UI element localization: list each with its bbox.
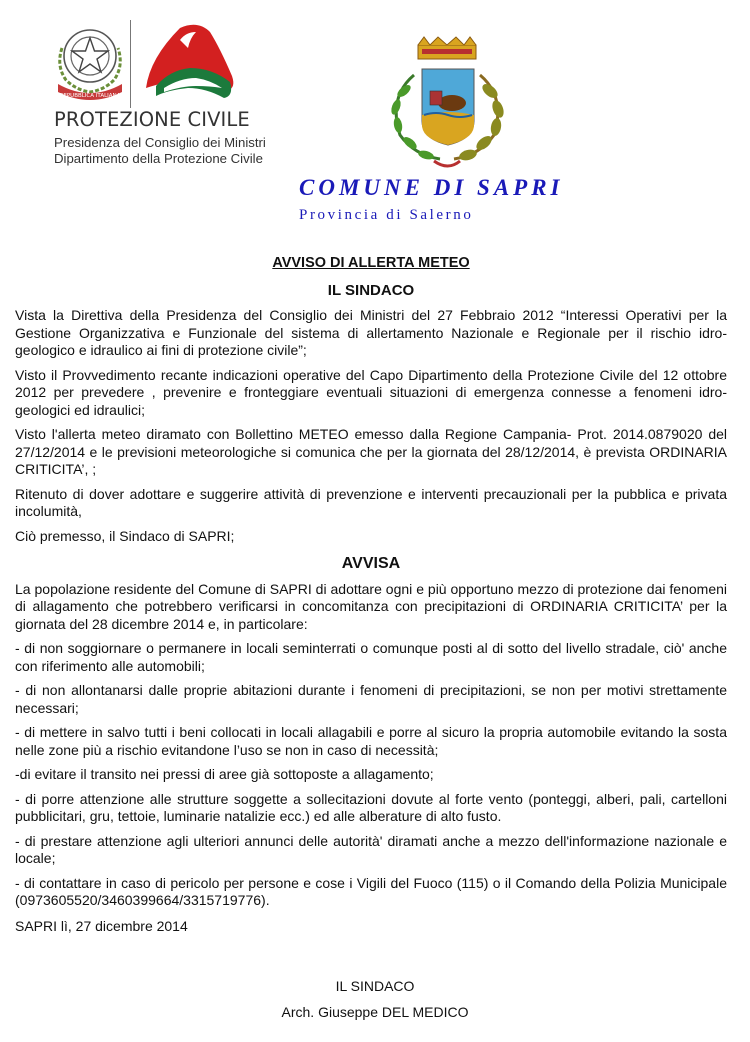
preamble-paragraph: Ritenuto di dover adottare e suggerire attività di prevenzione e interventi precauzionali per la pubblica e privata incolumità, (15, 485, 727, 519)
protezione-civile-mark-icon (140, 18, 245, 108)
notice-subtitle: IL SINDACO (327, 281, 415, 299)
comune-crest-icon (370, 35, 525, 173)
agency-line-1: Presidenza del Consiglio dei Ministri (54, 135, 266, 150)
municipality-name: COMUNE DI SAPRI (299, 175, 564, 200)
protezione-civile-logo (50, 18, 266, 168)
preamble-paragraph: Visto l'allerta meteo diramato con Bollettino METEO emesso dalla Regione Campania- Prot. 2014.0879020 del 27/12/2014 e le previsioni meteorologiche si comunica che per la giornata del 28/12/2014, è prevista ORDINARIA CRITICITA’, ; (15, 426, 727, 477)
instruction-item: - di contattare in caso di pericolo per persone e cose i Vigili del Fuoco (115) o il Comando della Polizia Municipale (0973605520/3460399664/3315719776). (15, 874, 727, 908)
svg-text:REPUBBLICA ITALIANA: REPUBBLICA ITALIANA (59, 93, 121, 99)
instruction-item: - di porre attenzione alle strutture soggette a sollecitazioni dovute al forte vento (ponteggi, alberi, pali, cartelloni pubblicitari, gru, tettoie, luminarie natalizie ecc.) ed alle alberature di alto fusto. (15, 790, 727, 824)
signature-title: IL SINDACO (335, 978, 415, 994)
preamble-paragraph: Visto il Provvedimento recante indicazioni operative del Capo Dipartimento della Protezione Civile del 12 ottobre 2012 per prevedere , prevenire e fronteggiare eventuali situazioni di emergenza connesse a fenomeni idro-geologici ed idraulici; (15, 366, 727, 418)
avvisa-heading: AVVISA (341, 555, 401, 572)
logo-divider (130, 20, 131, 108)
intro-paragraph: La popolazione residente del Comune di SAPRI di adottare ogni e più opportuno mezzo di protezione dai fenomeni di allagamento che potrebbero verificarsi in concomitanza con precipitazioni di ORDINARIA CRITICITA’ per la giornata del 28 dicembre 2014 e, in particolare: (15, 580, 727, 632)
place-date: SAPRI lì, 27 dicembre 2014 (15, 917, 188, 934)
signature-name: Arch. Giuseppe DEL MEDICO (281, 1004, 469, 1020)
preamble-paragraph: Vista la Direttiva della Presidenza del Consiglio dei Ministri del 27 Febbraio 2012 “Interessi Operativi per la Gestione Organizzativa e Funzionale del sistema di allertamento Nazionale e Regionale per il rischio idro-geologico e idraulico ai fini di protezione civile”; (15, 307, 727, 358)
instruction-item: - di non soggiornare o permanere in locali seminterrati o comunque posti al di sotto del livello stradale, ciò' anche con riferimento alle automobili; (15, 640, 727, 674)
notice-title: AVVISO DI ALLERTA METEO (272, 255, 470, 271)
notice-document (15, 255, 727, 942)
preamble-paragraph: Ciò premesso, il Sindaco di SAPRI; (15, 527, 235, 544)
instruction-item: -di evitare il transito nei pressi di aree già sottoposte a allagamento; (15, 766, 434, 782)
municipality-province: Provincia di Salerno (299, 207, 474, 223)
instruction-item: - di mettere in salvo tutti i beni collocati in locali allagabili e porre al sicuro la propria automobile evitando la sosta nelle zone più a rischio evitandone l’uso se non in caso di necessità; (15, 724, 727, 758)
agency-title: PROTEZIONE CIVILE (54, 108, 250, 131)
agency-line-2: Dipartimento della Protezione Civile (54, 151, 263, 166)
italian-republic-emblem-icon (50, 18, 130, 108)
instruction-item: - di prestare attenzione agli ulteriori annunci delle autorità' diramati anche a mezzo dell'informazione nazionale e locale; (15, 832, 727, 866)
instruction-item: - di non allontanarsi dalle proprie abitazioni durante i fenomeni di precipitazioni, se non per motivi strettamente necessari; (15, 682, 727, 716)
